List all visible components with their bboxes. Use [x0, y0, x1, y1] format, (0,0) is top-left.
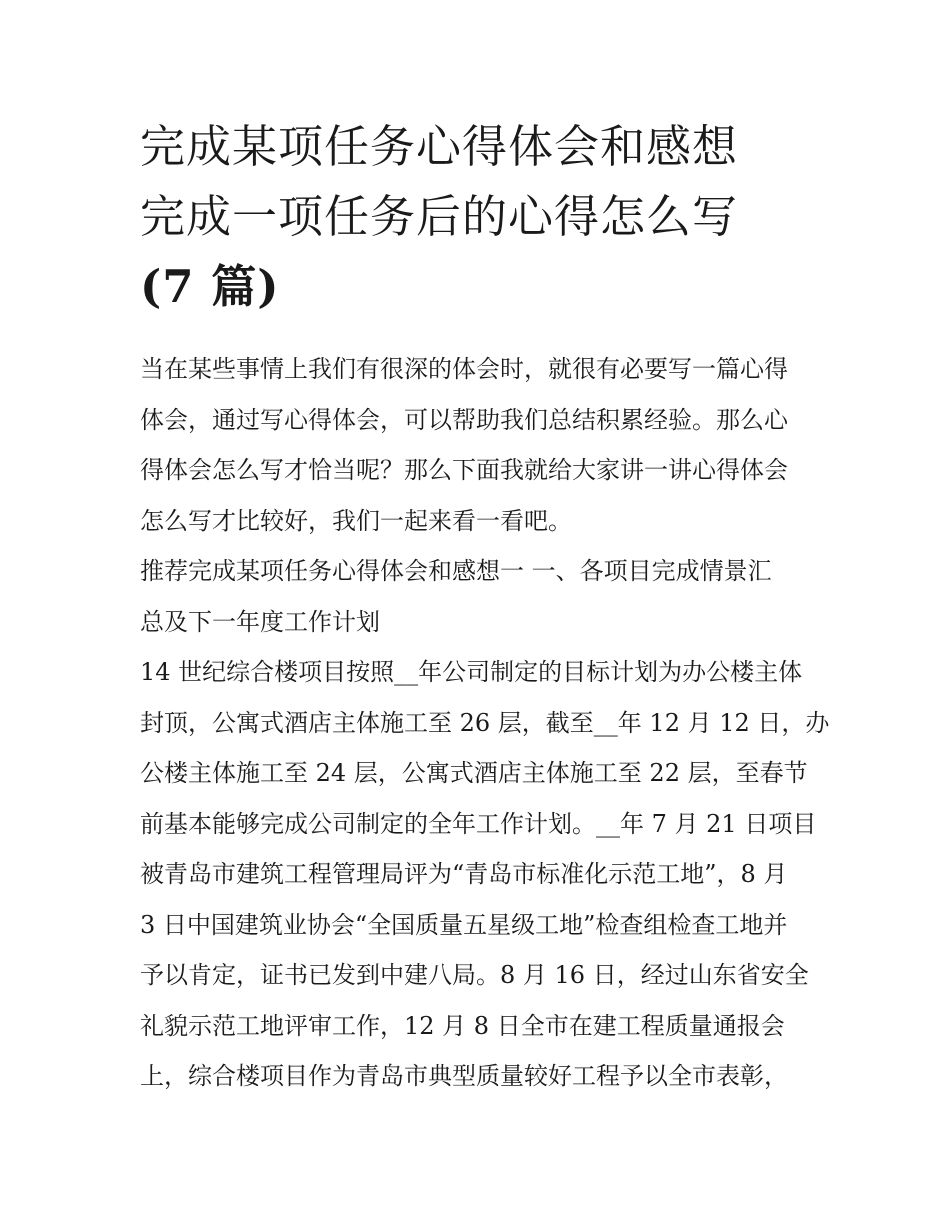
document-title: [140, 112, 815, 322]
body-line: 礼貌示范工地评审工作，12 月 8 日全市在建工程质量通报会: [140, 1011, 785, 1040]
body-line: 推荐完成某项任务心得体会和感想一 一、各项目完成情景汇: [140, 557, 772, 585]
body-line: 14 世纪综合楼项目按照__年公司制定的目标计划为办公楼主体: [140, 658, 803, 686]
document-body: [140, 344, 830, 1102]
body-line: 公楼主体施工至 24 层，公寓式酒店主体施工至 22 层，至春节: [140, 759, 808, 787]
body-line: 怎么写才比较好，我们一起来看一看吧。: [140, 506, 572, 535]
body-line: 3 日中国建筑业协会“全国质量五星级工地”检查组检查工地并: [140, 910, 788, 939]
title-line: 完成一项任务后的心得怎么写: [140, 190, 739, 243]
body-line: 体会，通过写心得体会，可以帮助我们总结积累经验。那么心: [140, 405, 788, 434]
body-line: 予以肯定，证书已发到中建八局。8 月 16 日，经过山东省安全: [140, 961, 809, 989]
body-line: 当在某些事情上我们有很深的体会时，就很有必要写一篇心得: [140, 355, 788, 383]
body-line: 前基本能够完成公司制定的全年工作计划。__年 7 月 21 日项目: [140, 809, 817, 838]
body-line: 被青岛市建筑工程管理局评为“青岛市标准化示范工地”，8 月: [140, 860, 788, 888]
body-line: 总及下一年度工作计划: [140, 607, 380, 636]
body-line: 上，综合楼项目作为青岛市典型质量较好工程予以全市表彰，: [140, 1062, 788, 1090]
body-line: 封顶，公寓式酒店主体施工至 26 层，截至__年 12 月 12 日，办: [140, 708, 830, 737]
document-page: [140, 112, 830, 1102]
title-line: 完成某项任务心得体会和感想: [140, 120, 739, 173]
body-line: 得体会怎么写才恰当呢？那么下面我就给大家讲一讲心得体会: [140, 456, 788, 484]
title-line: (7 篇): [140, 260, 280, 313]
